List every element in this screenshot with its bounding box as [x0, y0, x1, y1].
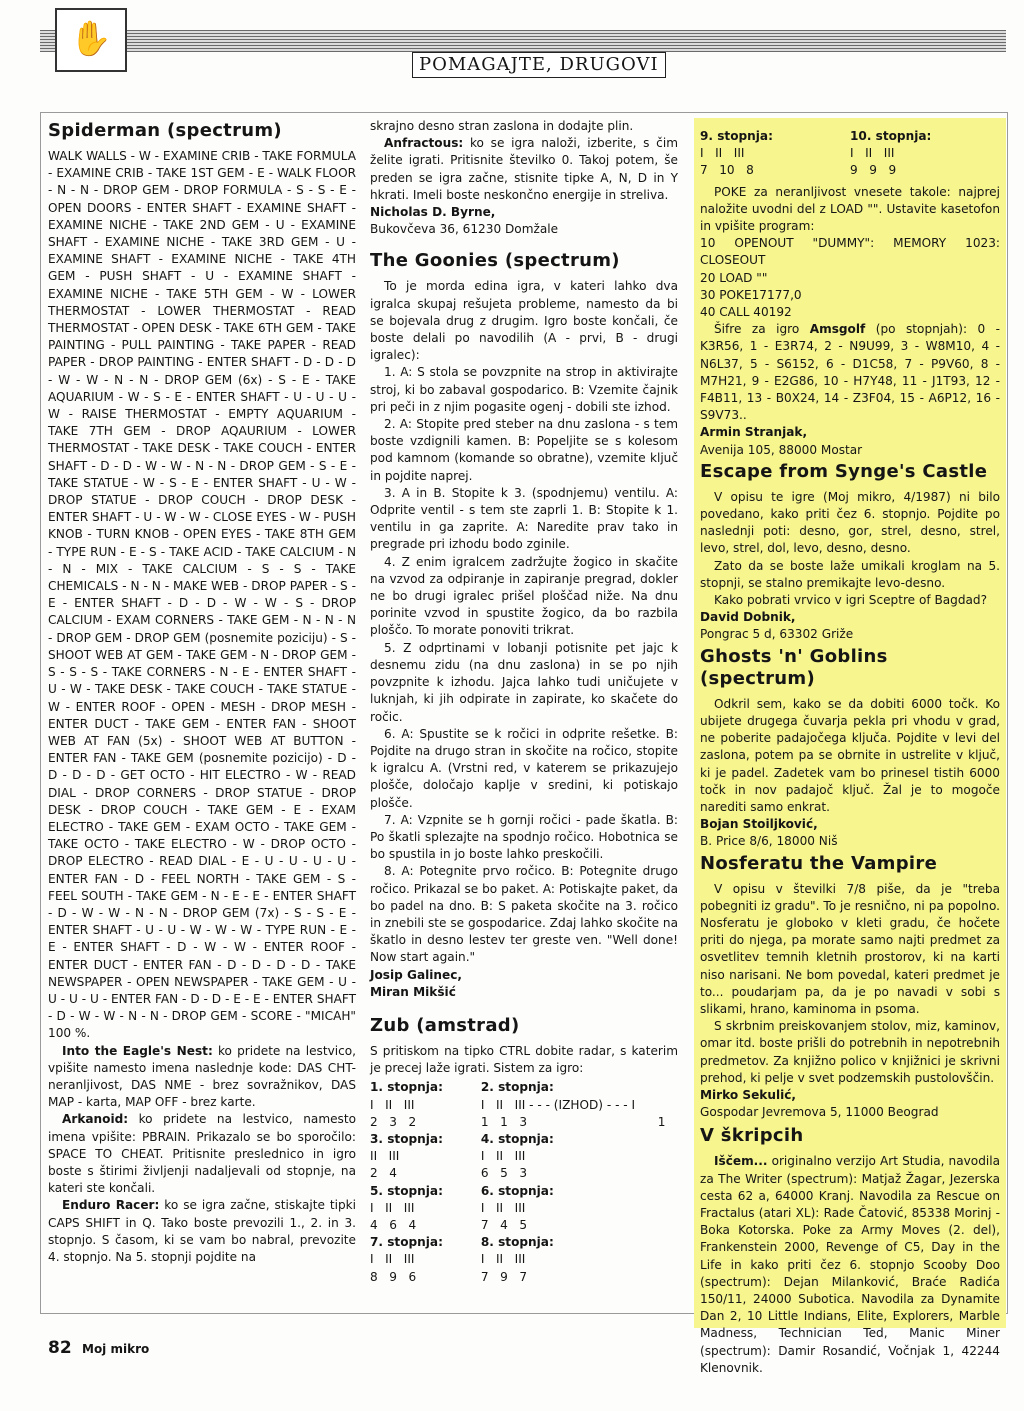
poke-text: POKE za neranljivost vnesete takole: najprej naložite uvodni del z LOAD "". Ustavite kasetofon in vpišite program: [700, 184, 1000, 234]
spiderman-title: Spiderman (spectrum) [48, 120, 282, 141]
spiderman-walkthrough: WALK WALLS - W - EXAMINE CRIB - TAKE FORMULA - EXAMINE CRIB - TAKE 1ST GEM - E - WALK FLOOR - N - N - DROP GEM - DROP FORMULA - S - S - E - OPEN DOORS - ENTER SHAFT - EXAMINE SHAFT - EXAMINE NICHE - TAKE 2ND GEM - U - EXAMINE SHAFT - EXAMINE NICHE - TAKE 3RD GEM - U - EXAMINE SHAFT - EXAMINE NICHE - TAKE 4TH GEM - PUSH SHAFT - U - EXAMINE SHAFT - EXAMINE NICHE - TAKE 5TH GEM - W - LOWER THERMOSTAT - LOWER THERMOSTAT - READ THERMOSTAT - OPEN DESK - TAKE 6TH GEM - TAKE PAINTING - PULL PAINTING - TAKE PAPER - READ PAPER - DROP PAINTING - ENTER SHAFT - D - D - D - W - W - N - N - DROP GEM (6x) - S - E - TAKE AQUARIUM - W - S - E - ENTER SHAFT - U - U - U - W - RAISE THERMOSTAT - EMPTY AQUARIUM - TAKE 7TH GEM - DROP AQAURIUM - LOWER THERMOSTAT - TAKE DESK - TAKE COUCH - ENTER SHAFT - D - D - W - W - N - N - DROP GEM - S - E - TAKE STATUE - W - S - E - ENTER SHAFT - U - W - DROP STATUE - DROP COUCH - DROP DESK - ENTER SHAFT - U - W - W - CLOSE EYES - W - PUSH KNOB - TURN KNOB - OPEN EYES - TAKE 8TH GEM - TYPE RUN - E - S - TAKE ACID - TAKE CALCIUM - N - N - MIX - TAKE CALCIUM - S - S - TAKE CHEMICALS - N - N - MAKE WEB - DROP PAPER - S - E - ENTER SHAFT - D - D - W - W - S - DROP CALCIUM - EXAM CORNERS - TAKE GEM - N - N - N - DROP GEM - DROP GEM (posnemite poziciju) - S - SHOOT WEB AT GEM - TAKE GEM - N - DROP GEM - S - S - S - TAKE CORNERS - N - E - ENTER SHAFT - U - W - TAKE DESK - TAKE COUCH - TAKE STATUE - W - ENTER ROOF - OPEN - MESH - DROP MESH - ENTER DUCT - TAKE GEM - ENTER FAN - SHOOT WEB AT FAN (5x) - SHOOT WEB AT BUTTON - ENTER FAN - TAKE GEM (posnemite pozicijo) - D - D - D - D - GET OCTO - HIT ELECTRO - W - READ DIAL - DROP CORNERS - DROP STATUE - DROP DESK - DROP COUCH - TAKE GEM - E - EXAM ELECTRO - TAKE GEM - EXAM OCTO - TAKE GEM - TAKE OCTO - TAKE ELECTRO - W - DROP OCTO - DROP ELECTRO - READ DIAL - E - U - U - U - U - ENTER FAN - D - FEEL NORTH - TAKE GEM - S - FEEL SOUTH - TAKE GEM - N - E - E - ENTER SHAFT - D - W - W - N - N - DROP GEM (7x) - S - S - E - ENTER SHAFT - U - U - W - W - W - TYPE RUN - E - E - ENTER SHAFT - D - W - W - ENTER ROOF - ENTER DUCT - ENTER FAN - D - D - D - D - TAKE NEWSPAPER - OPEN NEWSPAPER - TAKE GEM - U - U - U - U - ENTER FAN - D - D - E - E - ENTER SHAFT - D - W - W - N - N - DROP GEM - SCORE - "MICAH" 100 %. [48, 149, 356, 1041]
hand-logo-icon: ✋ [55, 8, 127, 72]
anfractous-text: ko se igra naloži, izberite, s čim želite igrati. Pritisnite številko 0. Takoj potem, še preden se igra začne, stisnite tipke A, N, D in Y hkrati. Imeli boste neskončno energije in streliva. [370, 136, 678, 202]
anfractous-tip [370, 135, 678, 204]
skripcih-text: Iščem... originalno verzijo Art Studia, navodila za The Writer (spectrum): Matjaž Žagar, Jezerska cesta 62 a, 64000 Kranj. Navodila za Rescue on Fractalus (atari XL): Rade Čatović, 85338 Morinj - Boka Kotorska. Poke za Army Moves (2. del), Frankenstein 2000, Revenge of C5, Day in the Life in kako priti čez 6. stopnjo Scooby Doo (spectrum): Dejan Milanković, Braće Radića 150/11, 24000 Subotica. Navodila za Dynamite Dan 2, 10 Little Indians, Elite, Explorers, Marble Madness, Technician Ted, Manic Miner (spectrum): Damir Rosandić, Vočnjak 1, 42244 Klenovnik. [700, 1154, 1000, 1375]
eagle-tip [48, 1043, 356, 1112]
signature-address: Avenija 105, 88000 Mostar [700, 442, 863, 457]
escape-paragraph: Kako pobrati vrvico v igri Sceptre of Bagdad? [714, 593, 988, 608]
column-3 [700, 126, 1000, 1375]
escape-title: Escape from Synge's Castle [700, 460, 988, 482]
anfractous-title: Anfractous: [384, 136, 464, 151]
nosferatu-paragraph: S skrbnim preiskovanjem stolov, miz, kaminov, omar itd. boste prišli do potrebnih in nepotrebnih predmetov. Za knjižno polico v knjižnici je skrivni prehod, ki pelje v svet podzemskih pustolovščin. [700, 1019, 1000, 1085]
goonies-paragraph: 5. Z odprtinami v lobanji potisnite pet jajc k desnemu zidu (na dnu zaslona) in se po njih povzpnite k izhodu. Jajca lahko tudi uničujete v luknjah, ki jih odpirate in zapirate, ko skačete do ročic. [370, 640, 678, 724]
section-title: POMAGAJTE, DRUGOVI [412, 52, 666, 78]
amsgolf-tip: Šifre za igro Amsgolf (po stopnjah): 0 - K3R56, 1 - E3R74, 2 - N9U99, 3 - W8M10, 4 - N6L37, 5 - S6152, 6 - D1C58, 7 - P9V60, 8 - M7H21, 9 - E2G86, 10 - H7Y48, 11 - J1T93, 12 - F4B11, 13 - B0X24, 14 - Z3F04, 15 - A6P12, 16 - S9V73.. [700, 322, 1000, 423]
escape-paragraph: Zato da se boste laže umikali kroglam na 5. stopnji, se stalno premikajte levo-desno. [700, 558, 1000, 590]
goonies-paragraph: 6. A: Spustite se k ročici in odprite rešetke. B: Pojdite na drugo stran in skočite na ročico, stopite k igralcu A. (Vrstni red, v katerem se prikazujejo plošče, določajo kaplje v sredini, ki potiskajo plošče. [370, 726, 678, 810]
level-cell: 2. stopnja: I II III - - - (IZHOD) - - - I 1 1 3 1 [480, 1080, 666, 1129]
zub-text: S pritiskom na tipko CTRL dobite radar, s katerim je precej laže igrati. Sistem za igro: [370, 1043, 678, 1076]
signature-address: Bukovčeva 36, 61230 Domžale [370, 222, 559, 237]
signature-name: Armin Stranjak, [700, 425, 808, 440]
code-line: 30 POKE17177,0 [700, 287, 802, 302]
signature-name: Miran Mikšić [370, 984, 456, 999]
goonies-paragraph: 8. A: Potegnite prvo ročico. B: Potegnite drugo ročico. Prikazal se bo paket. A: Potiskajte paket, da bo padel na dno. B: S paketa skočite na 3. ročico in znebili ste se gospodarice. Zdaj lahko skočite na škatlo in desno lestev ter greste ven. "Well done! Now start again." [370, 864, 678, 965]
level-cell: 1. stopnja: I II III 2 3 2 [370, 1080, 443, 1129]
goonies-paragraph: 3. A in B. Stopite k 3. (spodnjemu) ventilu. A: Odprite ventil - s tem ste zaprli 1. B: Stopite k 1. ventilu in ga zaprite. A: Naredite prav tako in pregrade pri izhodu bodo zginile. [370, 485, 678, 552]
signature-address: Gospodar Jevremova 5, 11000 Beograd [700, 1105, 939, 1120]
signature-name: Mirko Sekulić, [700, 1087, 796, 1102]
escape-paragraph: V opisu te igre (Moj mikro, 4/1987) ni bilo povedano, kako priti čez 6. stopnjo. Pojdite po naslednji poti: desno, gor, strel, desno, strel, levo, strel, dol, levo, desno, desno. [700, 489, 1000, 556]
level-cell: 3. stopnja: II III 2 4 [370, 1131, 443, 1181]
arkanoid-text: ko pridete na lestvico, namesto imena vpišite: PBRAIN. Prikazalo se bo sporočilo: SPACE TO CHEAT. Pritisnite preslednico in igro boste s štirimi življenji nadaljevali od stopnje, na kateri ste končali. [48, 1112, 356, 1196]
code-line: 20 LOAD "" [700, 270, 768, 285]
enduro-tip [48, 1197, 356, 1266]
zub-title: Zub (amstrad) [370, 1014, 520, 1036]
code-line: 40 CALL 40192 [700, 305, 792, 320]
level-cell: 4. stopnja: I II III 6 5 3 [480, 1131, 554, 1181]
enduro-text: ko se igra začne, stiskajte tipki CAPS SHIFT in Q. Tako boste prevozili 1., 2. in 3. stopnjo. S časom, ki se vam bo nabral, prevozite 4. stopnjo. Na 5. stopnji pojdite na [48, 1198, 356, 1264]
signature-name: Nicholas D. Byrne, [370, 205, 496, 220]
skripcih-title: V škripcih [700, 1125, 804, 1147]
goonies-paragraph: 4. Z enim igralcem zadržujte žogico in skačite na vzvod za odpiranje in zapiranje pregrad, dokler ne bo drugi igralec prišel ploščad niže. Na dnu porinite vzvod in spustite žogico, da bo razbila ploščo. To morate ponoviti trikrat. [370, 554, 678, 638]
nosferatu-paragraph: V opisu v številki 7/8 piše, da je "treba pobegniti iz gradu". To je resnično, ni pa popolno. Nosferatu je globoko v kleti gradu, če hočete priti do njega, pa morate samo najti predmet za osvetlitev temnih kletnih prostorov, ki na karti niso narisani. Ne bom povedal, kateri predmet je to... poudarjam pa, da je po navadi v sobi s slikami, hrano, kaminoma in psoma. [700, 881, 1000, 1016]
header-bar [40, 30, 1006, 52]
goonies-title: The Goonies (spectrum) [370, 250, 620, 272]
magazine-name: Moj mikro [82, 1342, 150, 1356]
page-number: 82 [48, 1338, 72, 1358]
level-cell: 6. stopnja: I II III 7 4 5 [480, 1183, 554, 1232]
enduro-title: Enduro Racer: [62, 1198, 160, 1213]
eagle-title: Into the Eagle's Nest: [62, 1043, 213, 1058]
signature-address: B. Price 8/6, 18000 Niš [700, 834, 838, 849]
ghosts-title: Ghosts 'n' Goblins (spectrum) [700, 645, 888, 689]
arkanoid-title: Arkanoid: [62, 1112, 129, 1127]
code-line: 10 OPENOUT "DUMMY": MEMORY 1023: CLOSEOUT [700, 236, 1000, 268]
goonies-paragraph: To je morda edina igra, v kateri lahko dva igralca skupaj rešujeta probleme, namesto da bi se bojevala drug z drugim. Igro boste končali, če boste delali po navodilih (A - prvi, B - drugi igralec): [370, 279, 678, 363]
level-cell: 9. stopnja: I II III 7 10 8 [700, 129, 773, 178]
zub-level-table [370, 1079, 678, 1285]
eagle-text: ko pridete na lestvico, vpišite namesto imena naslednje kode: DAS CHT- neranljivost, DAS NME - brez sovražnikov, DAS MAP - karta, MAP OFF - brez karte. [48, 1043, 356, 1110]
level-cell: 8. stopnja: I II III 7 9 7 [480, 1235, 554, 1284]
level-cell: 5. stopnja: I II III 4 6 4 [370, 1183, 443, 1232]
level-cell: 7. stopnja: I II III 8 9 6 [370, 1235, 443, 1284]
column-1 [48, 118, 356, 1266]
column-2 [370, 118, 678, 1290]
goonies-paragraph: 1. A: S stola se povzpnite na strop in aktivirajte stroj, ki bo zabaval gospodarico. B: Vzemite čajnik pri peči in z njim pogasite ogenj - dobili ste izhod. [370, 365, 678, 414]
nosferatu-title: Nosferatu the Vampire [700, 852, 938, 874]
arkanoid-tip [48, 1111, 356, 1197]
ghosts-text: Odkril sem, kako se da dobiti 6000 točk. Ko ubijete drugega čuvarja pekla pri vhodu v grad, ne poberite padajočega ključa. Pojdite v levi del zaslona, potem pa se obrnite in ustrelite v ključ, ki je padel. Zadetek vam bo prinesel tistih 6000 točk in nov padajoč ključ. Žal je to mogoče narediti samo enkrat. [700, 696, 1000, 814]
col2-intro: skrajno desno stran zaslona in dodajte plin. [370, 119, 634, 133]
signature-address: Pongrac 5 d, 63302 Griže [700, 627, 854, 642]
signature-name: Bojan Stoiljković, [700, 817, 818, 832]
goonies-paragraph: 2. A: Stopite pred steber na dnu zaslona - s tem boste vzdignili kamen. B: Popeljite se s kolesom pod kamnom (komande so obratne), vzemite ključ in pojdite naprej. [370, 417, 678, 483]
goonies-paragraph: 7. A: Vzpnite se h gornji ročici - pade škatla. B: Po škatli splezajte na spodnjo ročico. Hobotnica se bo spustila in jo boste lahko preskočili. [370, 812, 678, 862]
level-cell: 10. stopnja: I II III 9 9 9 [850, 129, 932, 178]
amsgolf-title: Amsgolf [809, 322, 866, 337]
zub-level-table-continued [700, 128, 1000, 180]
signature-name: Josip Galinec, [370, 967, 462, 982]
signature-name: David Dobnik, [700, 610, 796, 625]
